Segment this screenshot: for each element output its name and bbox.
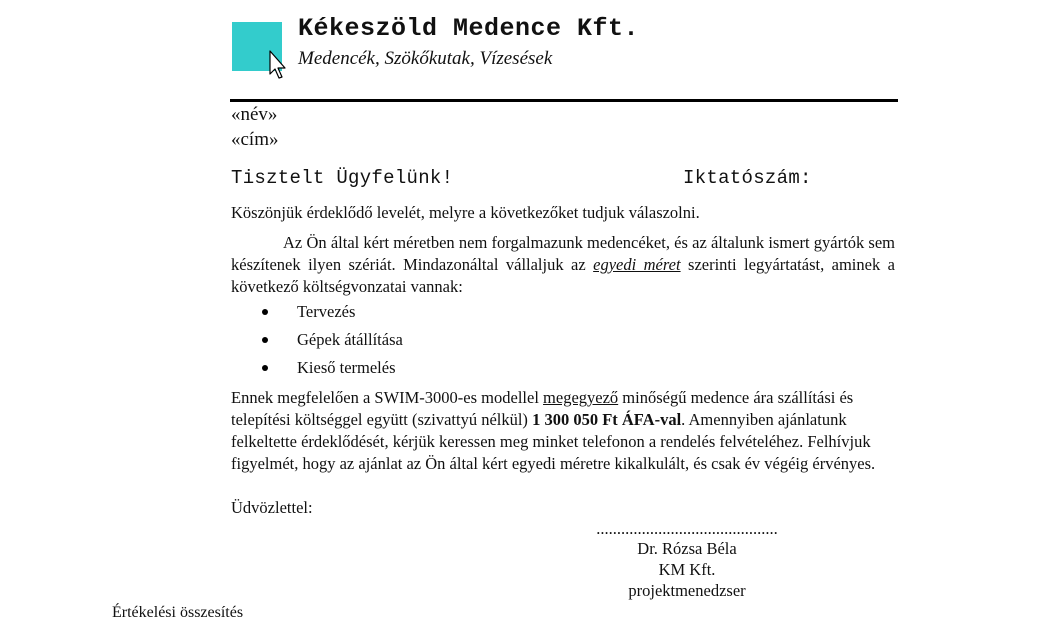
name-merge-field: «név» — [231, 104, 278, 125]
address-merge-field: «cím» — [231, 129, 279, 150]
price: 1 300 050 Ft ÁFA-val — [532, 410, 682, 429]
closing-greeting: Üdvözlettel: — [231, 498, 313, 517]
greeting: Tisztelt Ügyfelünk! — [231, 167, 454, 189]
bullet-icon — [262, 309, 268, 315]
intro-paragraph: Köszönjük érdeklődő levelét, melyre a következőket tudjuk válaszolni. — [231, 203, 700, 222]
signer-company: KM Kft. — [658, 560, 716, 579]
signature-line: ............................................ — [596, 519, 778, 538]
signer-name: Dr. Rózsa Béla — [637, 539, 737, 558]
list-item: Kieső termelés — [262, 358, 403, 386]
company-name: Kékeszöld Medence Kft. — [298, 14, 640, 43]
matching-quality-underline: megegyező — [543, 388, 619, 407]
list-item: Tervezés — [262, 302, 403, 330]
mouse-pointer-icon — [268, 50, 288, 80]
signer-title: projektmenedzser — [628, 581, 746, 600]
bullet-icon — [262, 365, 268, 371]
offer-paragraph: Ennek megfelelően a SWIM-3000-es modellel megegyező minőségű medence ára szállítási és telepítési költséggel együtt (szivattyú nélkül) 1 300 050 Ft ÁFA-val. Amennyiben ajánlatunk felkeltette érdeklődését, kérjük keressen meg minket telefonon a rendelés felvételéhez. Felhívjuk figyelmét, hogy az ajánlat az Ön által kért egyedi méretre kikalkulált, és csak év végéig érvényes. — [231, 388, 876, 473]
cost-items-list — [262, 302, 403, 386]
company-tagline: Medencék, Szökőkutak, Vízesések — [298, 48, 553, 69]
list-item: Gépek átállítása — [262, 330, 403, 358]
paragraph-custom-size: Az Ön által kért méretben nem forgalmazunk medencéket, és az általunk ismert gyártók sem készítenek ilyen szériát. Mindazonáltal vállaljuk az egyedi méret szerinti legyártatást, aminek a következő költségvonzatai vannak: — [231, 233, 895, 296]
custom-size-emphasis: egyedi méret — [593, 255, 681, 274]
header-divider — [230, 99, 898, 102]
bullet-icon — [262, 337, 268, 343]
reference-number-label: Iktatószám: — [683, 167, 812, 189]
footer-cut-text: Értékelési összesítés — [112, 604, 244, 621]
